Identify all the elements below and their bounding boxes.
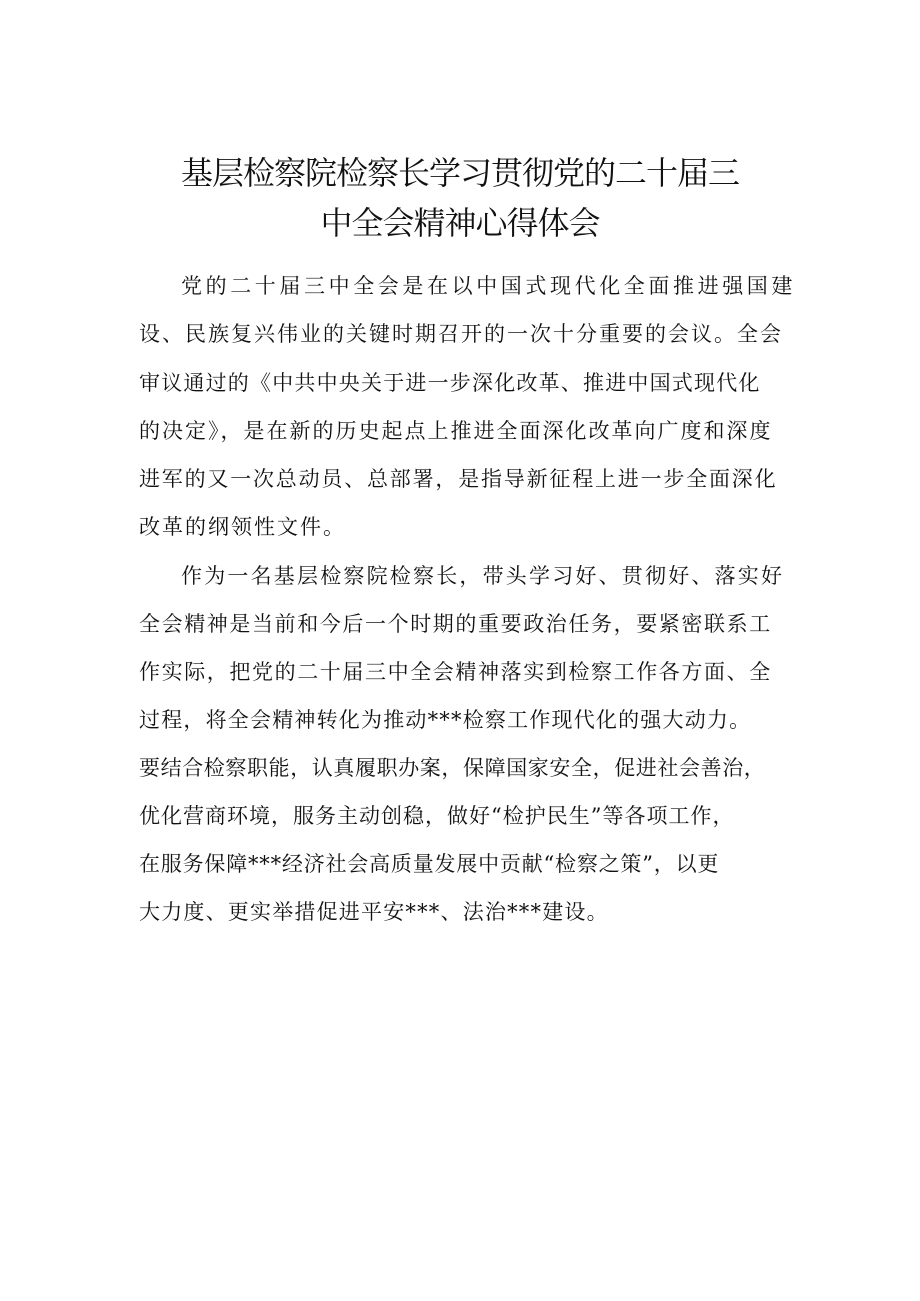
paragraph-line: 的决定》，是在新的历史起点上推进全面深化改革向广度和深度 <box>139 419 773 443</box>
paragraph-line: 进军的又一次总动员、总部署，是指导新征程上进一步全面深化 <box>139 467 778 491</box>
paragraph-line: 全会精神是当前和今后一个时期的重要政治任务，要紧密联系工 <box>139 612 772 636</box>
paragraph-line: 设、民族复兴伟业的关键时期召开的一次十分重要的会议。全会 <box>139 322 783 346</box>
paragraph-line: 作为一名基层检察院检察长，带头学习好、贯彻好、落实好 <box>181 564 785 588</box>
document-title-line-1: 基层检察院检察长学习贯彻党的二十届三 <box>180 154 739 192</box>
paragraph-line: 过程，将全会精神转化为推动***检察工作现代化的强大动力。 <box>139 708 752 732</box>
paragraph-line: 作实际，把党的二十届三中全会精神落实到检察工作各方面、全 <box>139 660 772 684</box>
paragraph-line: 党的二十届三中全会是在以中国式现代化全面推进强国建 <box>181 274 796 298</box>
paragraph-line: 要结合检察职能，认真履职办案，保障国家安全，促进社会善治， <box>139 756 766 780</box>
document-title-line-2: 中全会精神心得体会 <box>320 204 600 242</box>
paragraph-line: 在服务保障***经济社会高质量发展中贡献“检察之策”，以更 <box>139 852 720 876</box>
paragraph-line: 审议通过的《中共中央关于进一步深化改革、推进中国式现代化 <box>139 371 761 395</box>
paragraph-line: 优化营商环境，服务主动创稳，做好“检护民生”等各项工作， <box>139 804 735 828</box>
paragraph-line: 大力度、更实举措促进平安***、法治***建设。 <box>139 900 609 924</box>
paragraph-line: 改革的纲领性文件。 <box>139 515 346 539</box>
